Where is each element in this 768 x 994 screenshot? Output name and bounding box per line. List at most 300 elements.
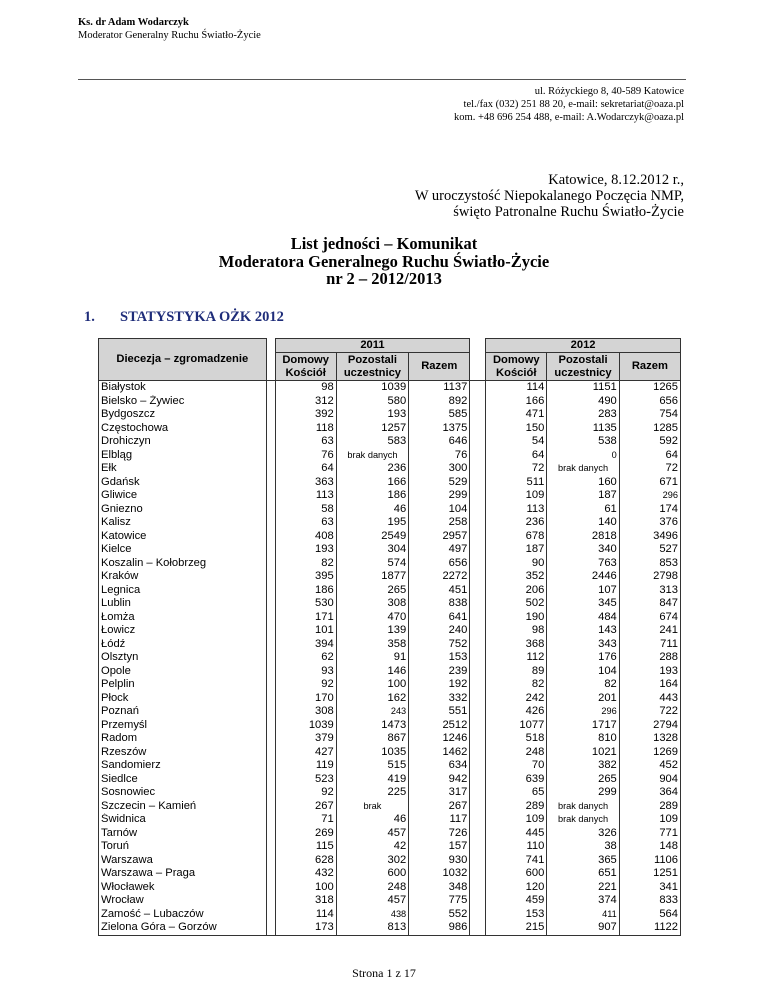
dk-2011: 119 — [275, 759, 336, 773]
table-row — [99, 449, 681, 463]
contact-phone-line: tel./fax (032) 251 88 20, e-mail: sekretariat@oaza.pl — [463, 99, 684, 110]
year-header-2011: 2011 — [275, 339, 470, 353]
other-2011: 470 — [336, 611, 408, 625]
other-2012: brak danych — [547, 800, 619, 814]
letterhead — [78, 16, 261, 42]
diocese-name: Kalisz — [99, 516, 267, 530]
table-row — [99, 678, 681, 692]
table-row — [99, 840, 681, 854]
dk-2011: 92 — [275, 678, 336, 692]
total-2011: 1137 — [409, 381, 470, 395]
dk-2011: 62 — [275, 651, 336, 665]
column-header-total-2011: Razem — [409, 353, 470, 381]
section-heading — [84, 309, 284, 326]
other-2012: 82 — [547, 678, 619, 692]
total-2011: 838 — [409, 597, 470, 611]
dk-2012: 90 — [486, 557, 547, 571]
dk-2011: 432 — [275, 867, 336, 881]
total-2011: 775 — [409, 894, 470, 908]
total-2011: 348 — [409, 881, 470, 895]
table-row — [99, 597, 681, 611]
other-2011: 304 — [336, 543, 408, 557]
total-2012: 671 — [619, 476, 680, 490]
other-2012: 0 — [547, 449, 619, 463]
table-row — [99, 462, 681, 476]
dk-2012: 741 — [486, 854, 547, 868]
statistics-table — [98, 338, 681, 936]
total-2012: 754 — [619, 408, 680, 422]
total-2011: 497 — [409, 543, 470, 557]
diocese-name: Rzeszów — [99, 746, 267, 760]
other-2011: 583 — [336, 435, 408, 449]
dk-2011: 312 — [275, 395, 336, 409]
dk-2012: 248 — [486, 746, 547, 760]
dk-2011: 92 — [275, 786, 336, 800]
table-row — [99, 516, 681, 530]
other-2012: 299 — [547, 786, 619, 800]
other-2012: 296 — [547, 705, 619, 719]
diocese-name: Gniezno — [99, 503, 267, 517]
column-header-dk-2011: Domowy Kościół — [275, 353, 336, 381]
total-2012: 174 — [619, 503, 680, 517]
total-2012: 711 — [619, 638, 680, 652]
other-2012: 140 — [547, 516, 619, 530]
table-row — [99, 476, 681, 490]
other-2012: 61 — [547, 503, 619, 517]
column-header-diocese: Diecezja – zgromadzenie — [99, 339, 267, 381]
total-2011: 451 — [409, 584, 470, 598]
other-2011: 867 — [336, 732, 408, 746]
table-row — [99, 503, 681, 517]
dk-2011: 408 — [275, 530, 336, 544]
dk-2011: 71 — [275, 813, 336, 827]
total-2011: 239 — [409, 665, 470, 679]
diocese-name: Elbląg — [99, 449, 267, 463]
other-2012: 538 — [547, 435, 619, 449]
contact-mobile-line: kom. +48 696 254 488, e-mail: A.Wodarczyk@oaza.pl — [454, 112, 684, 123]
total-2011: 752 — [409, 638, 470, 652]
dk-2011: 523 — [275, 773, 336, 787]
total-2011: 1032 — [409, 867, 470, 881]
address-block — [454, 85, 684, 124]
title-line-3: nr 2 – 2012/2013 — [326, 269, 442, 288]
other-2012: 104 — [547, 665, 619, 679]
header-divider — [78, 79, 686, 80]
table-row — [99, 881, 681, 895]
diocese-name: Sosnowiec — [99, 786, 267, 800]
total-2011: 1246 — [409, 732, 470, 746]
total-2012: 1328 — [619, 732, 680, 746]
place-date-line: Katowice, 8.12.2012 r., — [548, 172, 684, 188]
diocese-name: Gliwice — [99, 489, 267, 503]
table-row — [99, 705, 681, 719]
address-line: ul. Różyckiego 8, 40-589 Katowice — [534, 86, 684, 97]
diocese-name: Kielce — [99, 543, 267, 557]
total-2011: 258 — [409, 516, 470, 530]
other-2012: 326 — [547, 827, 619, 841]
other-2011: 457 — [336, 827, 408, 841]
other-2011: 1257 — [336, 422, 408, 436]
table-row — [99, 557, 681, 571]
page-number: Strona 1 z 17 — [352, 966, 416, 980]
dk-2012: 70 — [486, 759, 547, 773]
other-2012: 810 — [547, 732, 619, 746]
diocese-name: Częstochowa — [99, 422, 267, 436]
table-row — [99, 719, 681, 733]
dk-2011: 93 — [275, 665, 336, 679]
total-2012: 376 — [619, 516, 680, 530]
dk-2012: 518 — [486, 732, 547, 746]
diocese-name: Gdańsk — [99, 476, 267, 490]
diocese-name: Sandomierz — [99, 759, 267, 773]
total-2012: 592 — [619, 435, 680, 449]
dk-2011: 193 — [275, 543, 336, 557]
other-2011: 139 — [336, 624, 408, 638]
dk-2011: 115 — [275, 840, 336, 854]
total-2012: 1285 — [619, 422, 680, 436]
total-2012: 904 — [619, 773, 680, 787]
total-2012: 313 — [619, 584, 680, 598]
total-2011: 529 — [409, 476, 470, 490]
dk-2012: 64 — [486, 449, 547, 463]
dk-2011: 76 — [275, 449, 336, 463]
diocese-name: Wrocław — [99, 894, 267, 908]
other-2011: 1877 — [336, 570, 408, 584]
dk-2012: 471 — [486, 408, 547, 422]
other-2012: 221 — [547, 881, 619, 895]
total-2012: 64 — [619, 449, 680, 463]
other-2012: 2818 — [547, 530, 619, 544]
table-row — [99, 584, 681, 598]
table-row — [99, 867, 681, 881]
place-date-block — [415, 172, 684, 220]
column-header-other-2011: Pozostali uczestnicy — [336, 353, 408, 381]
diocese-name: Bielsko – Żywiec — [99, 395, 267, 409]
total-2012: 148 — [619, 840, 680, 854]
total-2011: 299 — [409, 489, 470, 503]
total-2012: 1122 — [619, 921, 680, 935]
other-2012: 340 — [547, 543, 619, 557]
other-2011: 46 — [336, 503, 408, 517]
dk-2012: 150 — [486, 422, 547, 436]
diocese-name: Zamość – Lubaczów — [99, 908, 267, 922]
diocese-name: Białystok — [99, 381, 267, 395]
other-2012: 484 — [547, 611, 619, 625]
other-2012: 265 — [547, 773, 619, 787]
other-2011: 186 — [336, 489, 408, 503]
total-2011: 551 — [409, 705, 470, 719]
diocese-name: Poznań — [99, 705, 267, 719]
total-2012: 1265 — [619, 381, 680, 395]
total-2011: 332 — [409, 692, 470, 706]
total-2011: 1462 — [409, 746, 470, 760]
total-2012: 452 — [619, 759, 680, 773]
other-2011: 91 — [336, 651, 408, 665]
total-2011: 726 — [409, 827, 470, 841]
other-2012: 1151 — [547, 381, 619, 395]
other-2011: 457 — [336, 894, 408, 908]
dk-2011: 379 — [275, 732, 336, 746]
table-row — [99, 395, 681, 409]
table-row — [99, 908, 681, 922]
total-2011: 157 — [409, 840, 470, 854]
table-row — [99, 530, 681, 544]
dk-2012: 82 — [486, 678, 547, 692]
dk-2011: 173 — [275, 921, 336, 935]
diocese-name: Koszalin – Kołobrzeg — [99, 557, 267, 571]
other-2011: brak — [336, 800, 408, 814]
total-2011: 300 — [409, 462, 470, 476]
dk-2012: 289 — [486, 800, 547, 814]
dk-2011: 118 — [275, 422, 336, 436]
total-2012: 527 — [619, 543, 680, 557]
total-2012: 241 — [619, 624, 680, 638]
diocese-name: Katowice — [99, 530, 267, 544]
dk-2011: 82 — [275, 557, 336, 571]
total-2012: 364 — [619, 786, 680, 800]
diocese-name: Zielona Góra – Gorzów — [99, 921, 267, 935]
dk-2012: 65 — [486, 786, 547, 800]
total-2011: 930 — [409, 854, 470, 868]
other-2011: 243 — [336, 705, 408, 719]
other-2011: 248 — [336, 881, 408, 895]
table-row — [99, 786, 681, 800]
total-2012: 722 — [619, 705, 680, 719]
total-2012: 109 — [619, 813, 680, 827]
other-2011: 166 — [336, 476, 408, 490]
dk-2012: 511 — [486, 476, 547, 490]
table-row — [99, 921, 681, 935]
dk-2012: 600 — [486, 867, 547, 881]
total-2012: 656 — [619, 395, 680, 409]
dk-2012: 187 — [486, 543, 547, 557]
dk-2012: 445 — [486, 827, 547, 841]
other-2012: 382 — [547, 759, 619, 773]
diocese-name: Opole — [99, 665, 267, 679]
dk-2012: 114 — [486, 381, 547, 395]
other-2012: 1135 — [547, 422, 619, 436]
table-row — [99, 773, 681, 787]
table-row — [99, 570, 681, 584]
total-2011: 641 — [409, 611, 470, 625]
other-2011: 438 — [336, 908, 408, 922]
dk-2011: 427 — [275, 746, 336, 760]
dk-2011: 64 — [275, 462, 336, 476]
dk-2011: 269 — [275, 827, 336, 841]
other-2011: 162 — [336, 692, 408, 706]
table-row — [99, 732, 681, 746]
other-2011: 236 — [336, 462, 408, 476]
dk-2012: 166 — [486, 395, 547, 409]
other-2011: 600 — [336, 867, 408, 881]
other-2012: 38 — [547, 840, 619, 854]
dk-2011: 363 — [275, 476, 336, 490]
total-2011: 2512 — [409, 719, 470, 733]
diocese-name: Legnica — [99, 584, 267, 598]
total-2012: 296 — [619, 489, 680, 503]
total-2011: 104 — [409, 503, 470, 517]
other-2012: 343 — [547, 638, 619, 652]
dk-2011: 394 — [275, 638, 336, 652]
other-2012: 143 — [547, 624, 619, 638]
dk-2011: 113 — [275, 489, 336, 503]
year-header-2012: 2012 — [486, 339, 681, 353]
author-role: Moderator Generalny Ruchu Światło-Życie — [78, 30, 261, 41]
total-2012: 72 — [619, 462, 680, 476]
title-line-2: Moderatora Generalnego Ruchu Światło-Życie — [218, 251, 550, 271]
diocese-name: Łowicz — [99, 624, 267, 638]
total-2011: 892 — [409, 395, 470, 409]
other-2011: 1035 — [336, 746, 408, 760]
other-2012: 345 — [547, 597, 619, 611]
diocese-name: Kraków — [99, 570, 267, 584]
other-2012: 1021 — [547, 746, 619, 760]
other-2012: 374 — [547, 894, 619, 908]
other-2012: 365 — [547, 854, 619, 868]
other-2011: 146 — [336, 665, 408, 679]
total-2011: 240 — [409, 624, 470, 638]
total-2011: 317 — [409, 786, 470, 800]
diocese-name: Drohiczyn — [99, 435, 267, 449]
diocese-name: Płock — [99, 692, 267, 706]
other-2011: 419 — [336, 773, 408, 787]
total-2012: 3496 — [619, 530, 680, 544]
table-row — [99, 543, 681, 557]
other-2011: 100 — [336, 678, 408, 692]
total-2012: 193 — [619, 665, 680, 679]
table-row — [99, 422, 681, 436]
total-2011: 942 — [409, 773, 470, 787]
dk-2012: 109 — [486, 813, 547, 827]
total-2011: 2272 — [409, 570, 470, 584]
other-2012: 187 — [547, 489, 619, 503]
diocese-name: Toruń — [99, 840, 267, 854]
other-2011: 1039 — [336, 381, 408, 395]
total-2012: 1269 — [619, 746, 680, 760]
total-2011: 656 — [409, 557, 470, 571]
other-2012: 411 — [547, 908, 619, 922]
dk-2011: 98 — [275, 381, 336, 395]
other-2012: 283 — [547, 408, 619, 422]
diocese-name: Siedlce — [99, 773, 267, 787]
other-2012: 763 — [547, 557, 619, 571]
diocese-name: Warszawa — [99, 854, 267, 868]
dk-2012: 242 — [486, 692, 547, 706]
dk-2012: 678 — [486, 530, 547, 544]
section-number: 1. — [84, 309, 95, 325]
other-2011: 574 — [336, 557, 408, 571]
total-2012: 771 — [619, 827, 680, 841]
document-title — [0, 235, 768, 288]
other-2012: 176 — [547, 651, 619, 665]
dk-2011: 100 — [275, 881, 336, 895]
title-line-1: List jedności – Komunikat — [290, 234, 478, 253]
author-name: Ks. dr Adam Wodarczyk — [78, 17, 189, 28]
total-2011: 552 — [409, 908, 470, 922]
dk-2012: 639 — [486, 773, 547, 787]
total-2011: 117 — [409, 813, 470, 827]
total-2012: 1251 — [619, 867, 680, 881]
dk-2012: 54 — [486, 435, 547, 449]
diocese-name: Świdnica — [99, 813, 267, 827]
total-2012: 164 — [619, 678, 680, 692]
dk-2012: 368 — [486, 638, 547, 652]
other-2012: brak danych — [547, 813, 619, 827]
total-2011: 646 — [409, 435, 470, 449]
feast-line: święto Patronalne Ruchu Światło-Życie — [453, 204, 684, 220]
diocese-name: Bydgoszcz — [99, 408, 267, 422]
table-row — [99, 381, 681, 395]
dk-2011: 170 — [275, 692, 336, 706]
dk-2011: 392 — [275, 408, 336, 422]
dk-2012: 98 — [486, 624, 547, 638]
total-2012: 2798 — [619, 570, 680, 584]
dk-2011: 628 — [275, 854, 336, 868]
table-row — [99, 611, 681, 625]
total-2012: 443 — [619, 692, 680, 706]
diocese-name: Warszawa – Praga — [99, 867, 267, 881]
diocese-name: Łódź — [99, 638, 267, 652]
table-row — [99, 638, 681, 652]
other-2011: 580 — [336, 395, 408, 409]
dk-2012: 206 — [486, 584, 547, 598]
table-row — [99, 827, 681, 841]
dk-2011: 58 — [275, 503, 336, 517]
total-2012: 288 — [619, 651, 680, 665]
other-2011: 265 — [336, 584, 408, 598]
table-row — [99, 759, 681, 773]
diocese-name: Szczecin – Kamień — [99, 800, 267, 814]
dk-2011: 171 — [275, 611, 336, 625]
other-2011: 813 — [336, 921, 408, 935]
other-2011: 358 — [336, 638, 408, 652]
other-2011: brak danych — [336, 449, 408, 463]
total-2011: 1375 — [409, 422, 470, 436]
dk-2011: 267 — [275, 800, 336, 814]
dk-2012: 153 — [486, 908, 547, 922]
other-2011: 46 — [336, 813, 408, 827]
other-2011: 193 — [336, 408, 408, 422]
other-2012: 160 — [547, 476, 619, 490]
column-header-dk-2012: Domowy Kościół — [486, 353, 547, 381]
column-header-total-2012: Razem — [619, 353, 680, 381]
total-2011: 267 — [409, 800, 470, 814]
total-2012: 564 — [619, 908, 680, 922]
table-row — [99, 435, 681, 449]
dk-2012: 426 — [486, 705, 547, 719]
other-2011: 1473 — [336, 719, 408, 733]
dk-2012: 109 — [486, 489, 547, 503]
diocese-name: Lublin — [99, 597, 267, 611]
table-row — [99, 854, 681, 868]
dk-2011: 63 — [275, 435, 336, 449]
other-2011: 195 — [336, 516, 408, 530]
diocese-name: Pelplin — [99, 678, 267, 692]
diocese-name: Łomża — [99, 611, 267, 625]
other-2012: 490 — [547, 395, 619, 409]
table-row — [99, 800, 681, 814]
table-row — [99, 746, 681, 760]
dk-2012: 215 — [486, 921, 547, 935]
section-title: STATYSTYKA OŻK 2012 — [120, 309, 284, 325]
total-2012: 2794 — [619, 719, 680, 733]
other-2011: 515 — [336, 759, 408, 773]
total-2012: 847 — [619, 597, 680, 611]
dk-2011: 395 — [275, 570, 336, 584]
table-row — [99, 692, 681, 706]
total-2011: 76 — [409, 449, 470, 463]
total-2011: 986 — [409, 921, 470, 935]
